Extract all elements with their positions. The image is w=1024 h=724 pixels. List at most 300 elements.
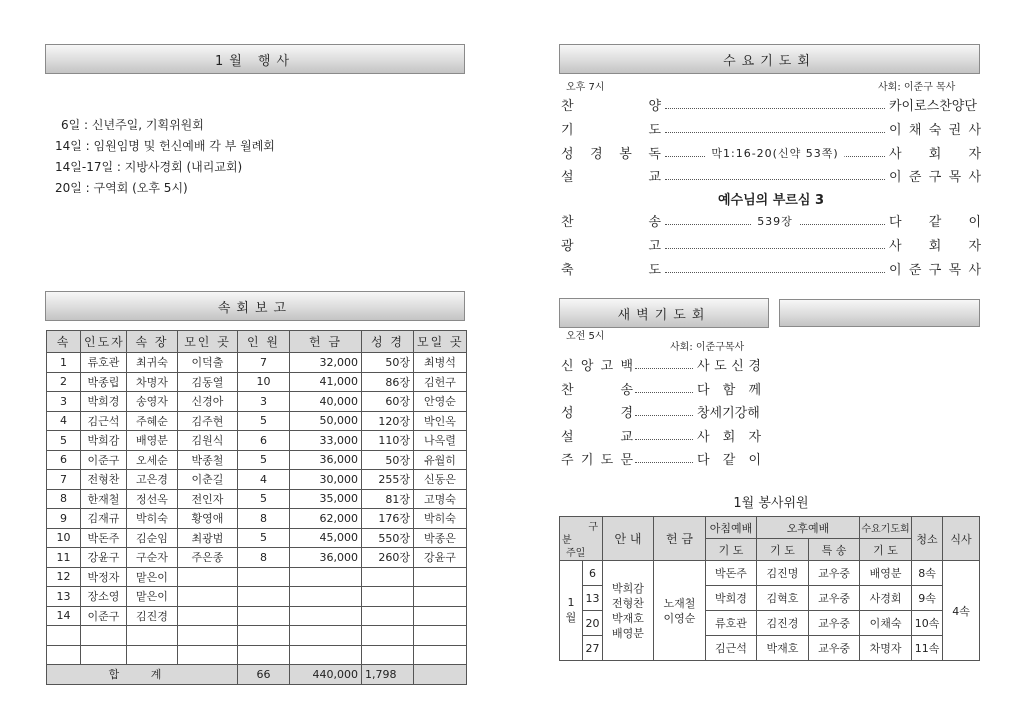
- sermon-title: 예수님의 부르심 3: [717, 193, 824, 208]
- dawn-order-row: [561, 424, 761, 446]
- table-row: [47, 392, 467, 412]
- dawn-label-char: 설: [561, 429, 574, 445]
- table-cell: 30,000: [290, 470, 362, 490]
- dawn-label-char: 교: [620, 429, 633, 445]
- order-value-char: 자: [968, 238, 981, 254]
- order-label-char: 설: [561, 169, 574, 185]
- sub-prayer-wednesday: 기 도: [860, 539, 912, 561]
- sub-special-song: 특 송: [809, 539, 860, 561]
- table-cell: 81장: [362, 489, 414, 509]
- table-cell: 120장: [362, 411, 414, 431]
- cell-morning: 박희경: [706, 586, 757, 611]
- table-cell: 7: [238, 353, 290, 373]
- table-cell: 2: [47, 372, 81, 392]
- table-cell: [414, 645, 467, 665]
- table-cell: 3: [238, 392, 290, 412]
- events-banner: [45, 44, 465, 74]
- table-cell: 구순자: [127, 548, 178, 568]
- table-cell: 전형찬: [81, 470, 127, 490]
- order-label-char: 성: [561, 146, 574, 162]
- order-value-char: 사: [968, 262, 981, 278]
- month-cell: 1 월: [560, 561, 583, 661]
- order-value: [889, 95, 981, 114]
- column-header: 모인 곳: [178, 331, 238, 353]
- dawn-order-row: [561, 377, 761, 399]
- table-row: [47, 606, 467, 626]
- table-cell: 36,000: [290, 450, 362, 470]
- table-cell: 8: [238, 548, 290, 568]
- dawn-label-char: 고: [600, 358, 614, 374]
- cell-afternoon-prayer: 김진경: [757, 611, 809, 636]
- table-cell: 5: [47, 431, 81, 451]
- table-row: [47, 431, 467, 451]
- table-cell: [178, 645, 238, 665]
- table-row: [47, 353, 467, 373]
- order-value-char: 채: [908, 122, 922, 138]
- table-cell: 4: [238, 470, 290, 490]
- order-value-char: 권: [948, 122, 962, 138]
- table-cell: [362, 567, 414, 587]
- dawn-order-row: [561, 400, 761, 422]
- dawn-value-char: 다: [697, 382, 710, 398]
- sub-prayer-afternoon: 기 도: [757, 539, 809, 561]
- column-header: 모일 곳: [414, 331, 467, 353]
- leader-dots: [635, 453, 693, 463]
- day-cell: 13: [583, 586, 603, 611]
- table-cell: [414, 587, 467, 607]
- sub-prayer-morning: 기 도: [706, 539, 757, 561]
- table-cell: 차명자: [127, 372, 178, 392]
- table-row: [47, 411, 467, 431]
- table-cell: 3: [47, 392, 81, 412]
- order-value-char: 사: [889, 146, 902, 162]
- dawn-order-row: [561, 447, 761, 469]
- table-cell: [238, 567, 290, 587]
- table-cell: [127, 645, 178, 665]
- events-list: [55, 115, 275, 199]
- dawn-order-label: [561, 379, 633, 398]
- total-people: 66: [238, 665, 290, 685]
- volunteers-title: 1월 봉사위원: [733, 496, 809, 511]
- cell-clean: 8속: [912, 561, 943, 586]
- table-cell: 박종은: [414, 528, 467, 548]
- order-label-char: 교: [648, 169, 661, 185]
- order-detail: 539장: [751, 213, 799, 229]
- leader-dots: [635, 430, 693, 440]
- order-value-char: 이: [889, 122, 902, 138]
- order-value-char: 목: [948, 262, 962, 278]
- table-cell: [238, 606, 290, 626]
- dawn-value-char: 이: [748, 452, 761, 468]
- order-value: [889, 119, 981, 138]
- leader-dots: [665, 123, 885, 133]
- table-cell: 맡은이: [127, 587, 178, 607]
- leader-dots: [665, 263, 885, 273]
- order-value: [889, 235, 981, 254]
- table-cell: [178, 626, 238, 646]
- table-row: [47, 548, 467, 568]
- dawn-order-value: [697, 355, 761, 374]
- leader-dots: [665, 170, 885, 180]
- table-cell: 고은경: [127, 470, 178, 490]
- order-value-char: 자: [968, 146, 981, 162]
- order-value-char: 사: [968, 169, 981, 185]
- dawn-value-char: 같: [722, 452, 736, 468]
- header-guide: 안 내: [603, 517, 654, 561]
- table-row: [47, 509, 467, 529]
- table-cell: 이덕출: [178, 353, 238, 373]
- event-item: 20일 : 구역회 (오후 5시): [55, 181, 188, 195]
- table-cell: 강윤구: [414, 548, 467, 568]
- table-cell: [290, 606, 362, 626]
- dawn-order-value: [697, 402, 761, 421]
- table-cell: 50장: [362, 353, 414, 373]
- header-wednesday: 수요기도회: [860, 517, 912, 539]
- dawn-label-char: 문: [620, 452, 633, 468]
- dawn-order-row: [561, 353, 761, 375]
- day-cell: 20: [583, 611, 603, 636]
- table-cell: 255장: [362, 470, 414, 490]
- table-cell: 박종립: [81, 372, 127, 392]
- total-empty: [414, 665, 467, 685]
- table-cell: 50,000: [290, 411, 362, 431]
- order-value-char: 카이로스찬양단: [889, 98, 977, 114]
- table-row: [47, 645, 467, 665]
- table-cell: 10: [47, 528, 81, 548]
- dawn-title: 새벽기도회: [617, 307, 711, 323]
- table-cell: [414, 567, 467, 587]
- dawn-value-char: 경: [748, 358, 761, 374]
- dawn-order-value: [697, 449, 761, 468]
- cell-special: 교우중: [809, 636, 860, 661]
- table-cell: 35,000: [290, 489, 362, 509]
- cell-wed: 차명자: [860, 636, 912, 661]
- order-value-char: 회: [928, 146, 942, 162]
- table-cell: 신경아: [178, 392, 238, 412]
- table-row: [47, 450, 467, 470]
- order-label-char: 광: [561, 238, 574, 254]
- table-cell: 5: [238, 489, 290, 509]
- order-value-char: 사: [889, 238, 902, 254]
- table-cell: 주혜순: [127, 411, 178, 431]
- header-offering: 헌 금: [654, 517, 706, 561]
- table-cell: 5: [238, 528, 290, 548]
- table-cell: 주은종: [178, 548, 238, 568]
- table-row: [47, 587, 467, 607]
- total-offering: 440,000: [290, 665, 362, 685]
- table-cell: 강윤구: [81, 548, 127, 568]
- day-cell: 6: [583, 561, 603, 586]
- order-label: [561, 119, 661, 138]
- table-cell: 14: [47, 606, 81, 626]
- table-row: [47, 626, 467, 646]
- order-label: [561, 95, 661, 114]
- table-cell: 이준구: [81, 450, 127, 470]
- cell-report-title: 속회보고: [217, 300, 293, 316]
- table-cell: 최광범: [178, 528, 238, 548]
- table-cell: 4: [47, 411, 81, 431]
- table-cell: 송영자: [127, 392, 178, 412]
- leader-dots: [665, 147, 885, 160]
- corner-cell: [560, 517, 603, 561]
- table-cell: 장소영: [81, 587, 127, 607]
- cell-clean: 11속: [912, 636, 943, 661]
- leader-dots: [665, 99, 885, 109]
- table-row: [47, 567, 467, 587]
- table-cell: [178, 567, 238, 587]
- order-value-char: 준: [908, 262, 922, 278]
- total-row: [47, 665, 467, 685]
- order-label-char: 도: [648, 122, 661, 138]
- table-cell: 유월히: [414, 450, 467, 470]
- table-cell: 1: [47, 353, 81, 373]
- order-row: [561, 117, 981, 139]
- dawn-label-char: 경: [620, 405, 633, 421]
- table-cell: 황영애: [178, 509, 238, 529]
- table-cell: 40,000: [290, 392, 362, 412]
- guide-name: 배영분: [612, 626, 644, 640]
- order-detail: 막1:16-20(신약 53쪽): [705, 145, 844, 161]
- order-value-char: 목: [948, 169, 962, 185]
- offering-name: 이영순: [663, 611, 696, 625]
- table-cell: 6: [238, 431, 290, 451]
- dawn-label-char: 신: [561, 358, 574, 374]
- table-cell: 110장: [362, 431, 414, 451]
- volunteers-table: [559, 516, 980, 661]
- order-row: [561, 164, 981, 186]
- event-item: 14일 : 임원임명 및 헌신예배 각 부 월례회: [55, 139, 275, 153]
- dawn-order-value: [697, 426, 761, 445]
- table-cell: 176장: [362, 509, 414, 529]
- cell-afternoon-prayer: 김진명: [757, 561, 809, 586]
- table-cell: 8: [47, 489, 81, 509]
- table-cell: 김근석: [81, 411, 127, 431]
- cell-clean: 10속: [912, 611, 943, 636]
- table-cell: 41,000: [290, 372, 362, 392]
- table-cell: [362, 626, 414, 646]
- order-value: [889, 259, 981, 278]
- cell-wed: 사경회: [860, 586, 912, 611]
- dawn-label-char: 성: [561, 405, 574, 421]
- order-value-char: 이: [968, 214, 981, 230]
- table-row: [47, 489, 467, 509]
- guide-name: 박희감: [612, 581, 644, 595]
- order-value-char: 구: [928, 262, 942, 278]
- order-value-char: 준: [908, 169, 922, 185]
- order-value-char: 숙: [928, 122, 942, 138]
- table-cell: 한재철: [81, 489, 127, 509]
- table-cell: 13: [47, 587, 81, 607]
- table-cell: 32,000: [290, 353, 362, 373]
- cell-morning: 김근석: [706, 636, 757, 661]
- order-label-char: 찬: [561, 98, 574, 114]
- order-label-char: 독: [648, 146, 661, 162]
- table-cell: [290, 626, 362, 646]
- table-cell: 류호관: [81, 353, 127, 373]
- table-cell: [238, 645, 290, 665]
- dawn-value-char: 도: [714, 358, 727, 374]
- table-cell: 최귀숙: [127, 353, 178, 373]
- dawn-host: 사회: 이준구목사: [670, 342, 745, 353]
- dawn-value-char: 자: [748, 429, 761, 445]
- column-header: 인 원: [238, 331, 290, 353]
- order-row: [561, 257, 981, 279]
- table-row: [47, 470, 467, 490]
- table-header-row: [47, 331, 467, 353]
- dawn-order-label: [561, 402, 633, 421]
- table-cell: 박히숙: [414, 509, 467, 529]
- cell-morning: 박돈주: [706, 561, 757, 586]
- table-row: [47, 528, 467, 548]
- corner-mid: 분: [562, 535, 572, 546]
- order-label-char: 경: [590, 146, 603, 162]
- table-cell: 50장: [362, 450, 414, 470]
- day-cell: 27: [583, 636, 603, 661]
- cell-clean: 9속: [912, 586, 943, 611]
- cell-morning: 류호관: [706, 611, 757, 636]
- table-cell: [362, 606, 414, 626]
- table-cell: 박정자: [81, 567, 127, 587]
- order-value-char: 다: [889, 214, 902, 230]
- dawn-order-label: [561, 449, 633, 468]
- dawn-order-value: [697, 379, 761, 398]
- order-label: [561, 143, 661, 162]
- order-label-char: 도: [648, 262, 661, 278]
- order-value-char: 같: [928, 214, 942, 230]
- table-cell: 안영순: [414, 392, 467, 412]
- cell-report-banner: [45, 291, 465, 321]
- table-cell: 박돈주: [81, 528, 127, 548]
- order-value-char: 이: [889, 169, 902, 185]
- table-cell: [362, 587, 414, 607]
- table-cell: [238, 587, 290, 607]
- cell-special: 교우중: [809, 611, 860, 636]
- table-cell: 김진경: [127, 606, 178, 626]
- table-cell: 정선옥: [127, 489, 178, 509]
- order-row: [561, 93, 981, 115]
- table-cell: 오세순: [127, 450, 178, 470]
- table-cell: 김주현: [178, 411, 238, 431]
- leader-dots: [635, 383, 693, 393]
- wednesday-time: 오후 7시: [566, 82, 605, 93]
- table-cell: [362, 645, 414, 665]
- order-value-char: 구: [928, 169, 942, 185]
- dawn-label-char: 백: [620, 358, 633, 374]
- table-cell: [81, 626, 127, 646]
- dawn-value-char: 신: [731, 358, 744, 374]
- table-cell: 9: [47, 509, 81, 529]
- table-cell: 10: [238, 372, 290, 392]
- table-row: [560, 561, 980, 586]
- table-cell: 62,000: [290, 509, 362, 529]
- header-meal: 식사: [943, 517, 980, 561]
- column-header: 성 경: [362, 331, 414, 353]
- table-cell: [414, 626, 467, 646]
- table-cell: 박인옥: [414, 411, 467, 431]
- order-label-char: 고: [648, 238, 661, 254]
- cell-wed: 배영분: [860, 561, 912, 586]
- total-bible: 1,798: [362, 665, 414, 685]
- wednesday-banner: [559, 44, 980, 74]
- wednesday-host: 사회: 이준구 목사: [878, 82, 956, 93]
- guide-cell: [603, 561, 654, 661]
- table-cell: 김재규: [81, 509, 127, 529]
- dawn-banner-filler: [779, 299, 980, 327]
- table-cell: 김동열: [178, 372, 238, 392]
- order-label-char: 봉: [619, 146, 632, 162]
- table-cell: 36,000: [290, 548, 362, 568]
- dawn-label-char: 앙: [580, 358, 594, 374]
- table-cell: 고명숙: [414, 489, 467, 509]
- event-item: 14일-17일 : 지방사경회 (내리교회): [55, 160, 243, 174]
- guide-name: 박재호: [612, 611, 644, 625]
- table-cell: [414, 606, 467, 626]
- order-label: [561, 211, 661, 230]
- cell-afternoon-prayer: 김혁호: [757, 586, 809, 611]
- table-cell: 이춘길: [178, 470, 238, 490]
- table-cell: 박희경: [81, 392, 127, 412]
- dawn-value-char: 사: [697, 429, 710, 445]
- order-label-char: 송: [648, 214, 661, 230]
- table-cell: 신동은: [414, 470, 467, 490]
- table-cell: 8: [238, 509, 290, 529]
- header-afternoon: 오후예배: [757, 517, 860, 539]
- dawn-label-char: 주: [561, 452, 574, 468]
- dawn-value-char: 다: [697, 452, 710, 468]
- dawn-value-char: 사: [697, 358, 710, 374]
- table-cell: [178, 587, 238, 607]
- order-value-char: 이: [889, 262, 902, 278]
- table-cell: 전인자: [178, 489, 238, 509]
- order-value: [889, 143, 981, 162]
- table-cell: 나옥렬: [414, 431, 467, 451]
- table-cell: 7: [47, 470, 81, 490]
- table-cell: 6: [47, 450, 81, 470]
- cell-wed: 이채숙: [860, 611, 912, 636]
- leader-dots: [635, 406, 693, 416]
- order-value-char: 사: [968, 122, 981, 138]
- table-cell: [290, 587, 362, 607]
- table-cell: 60장: [362, 392, 414, 412]
- table-cell: 5: [238, 411, 290, 431]
- table-cell: [81, 645, 127, 665]
- table-row: [47, 372, 467, 392]
- dawn-order-label: [561, 426, 633, 445]
- order-row: [561, 233, 981, 255]
- table-cell: 김원식: [178, 431, 238, 451]
- table-cell: 12: [47, 567, 81, 587]
- table-cell: [127, 626, 178, 646]
- leader-dots: [665, 239, 885, 249]
- header-clean: 청소: [912, 517, 943, 561]
- dawn-value-char: 께: [748, 382, 761, 398]
- column-header: 인도자: [81, 331, 127, 353]
- table-cell: 김순임: [127, 528, 178, 548]
- order-label-char: 축: [561, 262, 574, 278]
- order-label-char: 찬: [561, 214, 574, 230]
- table-cell: 33,000: [290, 431, 362, 451]
- offering-name: 노재철: [663, 596, 696, 610]
- table-cell: [290, 645, 362, 665]
- table-cell: [47, 645, 81, 665]
- table-cell: [238, 626, 290, 646]
- corner-bottom: 주일: [566, 548, 586, 559]
- dawn-banner: [559, 298, 769, 328]
- column-header: 속: [47, 331, 81, 353]
- table-cell: 이준구: [81, 606, 127, 626]
- table-cell: [290, 567, 362, 587]
- dawn-order-label: [561, 355, 633, 374]
